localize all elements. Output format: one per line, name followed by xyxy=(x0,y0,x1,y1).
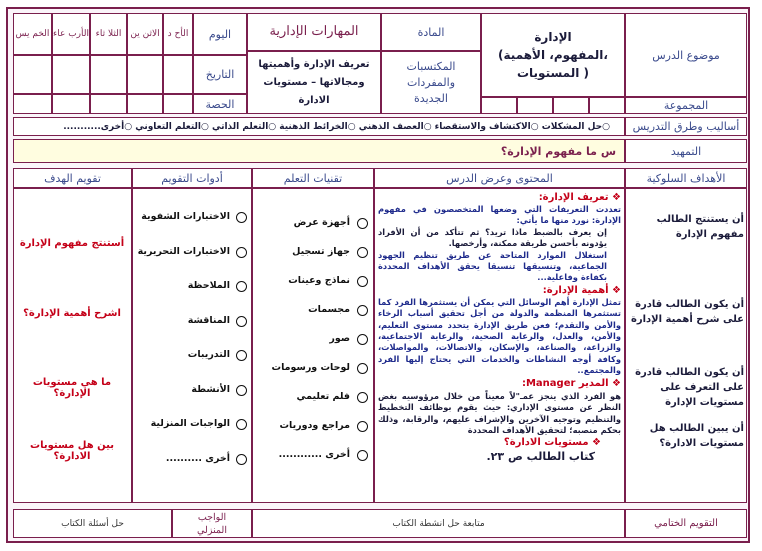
technique-label: مراجع ودوريات xyxy=(279,420,350,431)
techniques-header: تقنيات التعلم xyxy=(252,168,374,188)
period-label: الحصة xyxy=(193,94,247,114)
date-label: التاريخ xyxy=(193,55,247,94)
tool-label: المناقشة xyxy=(187,314,230,326)
knowledge-label: المكتسبات والمفردات الجديدة xyxy=(381,51,481,114)
evaluation-header: تقويم الهدف xyxy=(13,168,132,188)
content-heading-importance: ❖ أهمية الإدارة: xyxy=(542,284,621,296)
content-book-ref: كتاب الطالب ص ٢٣. xyxy=(486,450,595,464)
content-heading-levels: ❖ مستويات الادارة؟ xyxy=(503,437,601,449)
manager-suffix: : xyxy=(521,377,526,389)
technique-radio[interactable] xyxy=(357,450,368,461)
homework-label: الواجب المنزلي xyxy=(172,509,252,538)
content-definition-1: إن يعرف بالضبط ماذا تريد؟ ثم تتأكد من أن الأفراد يؤدونه بأحسن طريقة ممكنة، وأرخصها. xyxy=(378,226,607,249)
day-monday: الاثن ين xyxy=(127,13,163,55)
tool-radio[interactable] xyxy=(236,419,247,430)
objective-2: أن يكون الطالب قادرة على شرح أهمية الإدارة xyxy=(630,299,744,325)
day-wednesday: الأرب عاء xyxy=(52,13,90,55)
tool-radio[interactable] xyxy=(236,385,247,396)
date-cell[interactable] xyxy=(163,55,193,94)
methods-label: أساليب وطرق التدريس xyxy=(625,117,747,136)
methods-value[interactable]: ○حل المشكلات ○الاكتشاف والاستقصاء ○العصف الذهني ○الخرائط الذهنية ○التعلم الذاتي ○التعلم التعاوني ○أخرى........... xyxy=(13,117,625,136)
group-label: المجموعة xyxy=(625,97,747,114)
technique-radio[interactable] xyxy=(357,276,368,287)
lesson-topic-value: الإدارة (المفهوم، الأهمية، المستويات ) xyxy=(481,13,625,97)
period-cell[interactable] xyxy=(163,94,193,114)
day-label: اليوم xyxy=(193,13,247,55)
period-cell[interactable] xyxy=(13,94,52,114)
technique-label: جهاز تسجيل xyxy=(292,246,350,257)
technique-label: فلم تعليمي xyxy=(296,391,350,402)
intro-value: س ما مفهوم الإدارة؟ xyxy=(13,139,625,163)
content-importance: تمثل الإدارة أهم الوسائل التي يمكن أن يستثمرها الفرد كما تستثمرها المنظمة والدولة من أجل تحقيق أسباب الرخاء والأمن والتقدم؛ فعن طريق الإدارة يتحدد مستوى التعليم، والأمن، والعدل، والرعاية الصحية، والرعاية الاجتماعية، والزراعة، والصناعة، والإسكان، والاتصالات، والمواصلات، وكافة أوجه النشاطات والخدمات التي يحتاج إليها الفرد والمجتمع.. xyxy=(378,296,621,376)
final-eval-value: متابعة حل انشطة الكتاب xyxy=(252,509,625,538)
date-cell[interactable] xyxy=(52,55,90,94)
tools-header: أدوات التقويم xyxy=(132,168,252,188)
tool-label: التدريبات xyxy=(187,349,230,360)
tool-label: أخرى .......... xyxy=(165,452,230,464)
technique-label: لوحات ورسومات xyxy=(271,362,350,373)
technique-radio[interactable] xyxy=(357,218,368,229)
day-thursday: الخم يس xyxy=(13,13,52,55)
knowledge-value: تعريف الإدارة وأهميتها ومجالاتها – مستويات الادارة xyxy=(247,51,381,114)
content-definition-2: استغلال الموارد المتاحة عن طريق تنظيم الجهود الجماعية، وتنسيقها تنسيقا يحقق الأهداف المحددة بكفاءة وفاعلية... xyxy=(378,249,607,283)
evaluation-3: ما هي مستويات الإدارة؟ xyxy=(32,377,112,399)
technique-label: نماذج وعينات xyxy=(288,275,350,286)
group-cell[interactable] xyxy=(481,97,517,114)
technique-radio[interactable] xyxy=(357,247,368,258)
tool-radio[interactable] xyxy=(236,212,247,223)
period-cell[interactable] xyxy=(52,94,90,114)
lesson-topic-label: موضوع الدرس xyxy=(625,13,747,97)
intro-label: التمهيد xyxy=(625,139,747,163)
content-heading-manager xyxy=(378,377,621,391)
tool-radio[interactable] xyxy=(236,316,247,327)
day-tuesday: الثلا ثاء xyxy=(90,13,127,55)
technique-label: صور xyxy=(329,333,350,344)
day-sunday: الأح د xyxy=(163,13,193,55)
date-cell[interactable] xyxy=(90,55,127,94)
evaluation-1: أستنتج مفهوم الإدارة xyxy=(19,238,125,249)
technique-radio[interactable] xyxy=(357,421,368,432)
tool-label: الأنشطة xyxy=(191,383,230,395)
evaluation-2: اشرح أهمية الإدارة؟ xyxy=(23,308,121,319)
technique-radio[interactable] xyxy=(357,392,368,403)
period-cell[interactable] xyxy=(90,94,127,114)
tool-radio[interactable] xyxy=(236,350,247,361)
date-cell[interactable] xyxy=(13,55,52,94)
technique-label: أجهزة عرض xyxy=(293,217,350,228)
final-eval-label: التقويم الختامي xyxy=(625,509,747,538)
content-header: المحتوى وعرض الدرس xyxy=(374,168,625,188)
manager-english: Manager xyxy=(525,377,576,389)
group-cell[interactable] xyxy=(553,97,589,114)
date-cell[interactable] xyxy=(127,55,163,94)
tool-radio[interactable] xyxy=(236,247,247,258)
tool-radio[interactable] xyxy=(236,281,247,292)
tool-label: الاختبارات التحريرية xyxy=(137,245,230,257)
objectives-header: الأهداف السلوكية xyxy=(625,168,747,188)
evaluation-4: بين هل مستويات الادارة؟ xyxy=(30,440,114,462)
content-heading-definition: ❖ تعريف الإدارة: xyxy=(538,192,621,203)
content-definition-intro: تعددت التعريفات التي وضعها المتخصصون في مفهوم الإدارة: نورد منها ما يأتي: xyxy=(378,204,621,226)
subject-label: المادة xyxy=(381,13,481,51)
technique-label: أخرى ............ xyxy=(278,449,350,460)
tool-label: الواجبات المنزلية xyxy=(150,418,230,429)
tool-label: الاختبارات الشفوية xyxy=(141,211,230,222)
tool-label: الملاحظة xyxy=(187,280,230,291)
technique-radio[interactable] xyxy=(357,334,368,345)
manager-prefix: ❖ المدير xyxy=(575,377,621,389)
group-cell[interactable] xyxy=(517,97,553,114)
subject-value: المهارات الإدارية xyxy=(247,13,381,51)
content-manager: هو الفرد الذي ينجز عمـ"لاً معيناً من خلال مرؤوسيه بغض النظر عن مستوى الإداري: حيث يقوم بوظائف التخطيط والتنظيم وتوجيه الآخرين والإشراف عليهم، والرقابة، وذلك بحكم منصبه؛ لتحقيق الأهداف المحددة xyxy=(378,390,621,435)
period-cell[interactable] xyxy=(127,94,163,114)
group-cell[interactable] xyxy=(589,97,625,114)
homework-value: حل أسئلة الكتاب xyxy=(13,509,172,538)
objective-1: أن يستنتج الطالب مفهوم الإدارة xyxy=(656,214,744,240)
technique-radio[interactable] xyxy=(357,305,368,316)
technique-label: مجسمات xyxy=(308,304,350,315)
objective-3: أن يكون الطالب قادرة على التعرف على مستويات الإدارة xyxy=(635,367,744,408)
technique-radio[interactable] xyxy=(357,363,368,374)
objective-4: أن يبين الطالب هل مستويات الادارة؟ xyxy=(649,423,744,449)
tool-radio[interactable] xyxy=(236,454,247,465)
